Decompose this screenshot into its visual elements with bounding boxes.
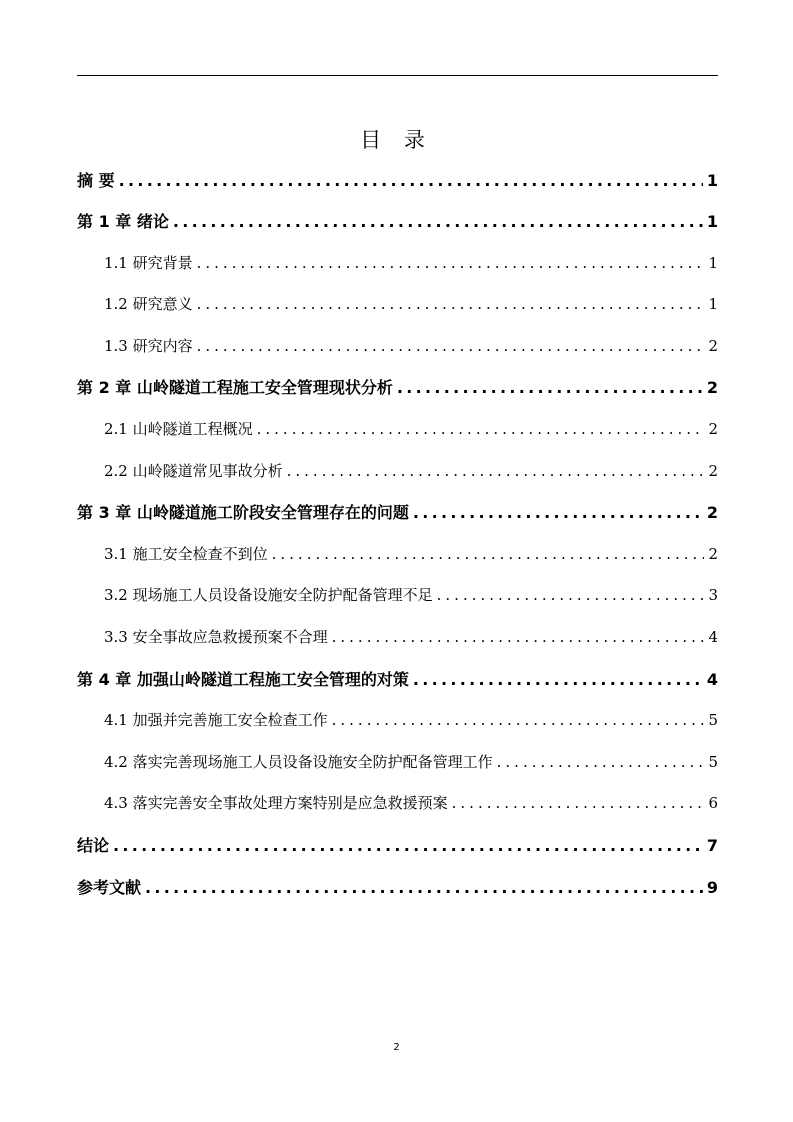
toc-entry-label: 第 1 章 绪论	[77, 212, 169, 231]
toc-entry-label: 摘 要	[77, 171, 115, 190]
toc-entry-page: 2	[708, 337, 718, 355]
toc-entry-page: 2	[708, 462, 718, 480]
toc-entry-chapter-4[interactable]	[77, 667, 718, 690]
toc-leader-dots	[257, 420, 705, 438]
toc-entry-page: 4	[706, 670, 718, 689]
toc-entry-2-1[interactable]	[104, 418, 718, 439]
toc-entry-chapter-3[interactable]	[77, 500, 718, 523]
toc-entry-page: 1	[706, 212, 718, 231]
toc-entry-abstract[interactable]	[77, 168, 718, 191]
toc-entry-3-1[interactable]	[104, 543, 718, 564]
toc-entry-page: 1	[708, 295, 718, 313]
toc-leader-dots	[119, 171, 703, 190]
toc-entry-page: 4	[708, 628, 718, 646]
toc-leader-dots	[287, 462, 705, 480]
toc-entry-label: 参考文献	[77, 878, 142, 897]
toc-entry-page: 5	[708, 753, 718, 771]
toc-leader-dots	[437, 586, 705, 604]
toc-entry-1-3[interactable]	[104, 335, 718, 356]
toc-entry-label: 1.2 研究意义	[104, 295, 193, 313]
toc-entry-page: 2	[706, 378, 718, 397]
toc-entry-label: 1.3 研究内容	[104, 337, 193, 355]
toc-entry-4-2[interactable]	[104, 751, 718, 772]
toc-entry-label: 3.1 施工安全检查不到位	[104, 545, 268, 563]
toc-entry-references[interactable]	[77, 875, 718, 898]
toc-leader-dots	[272, 545, 705, 563]
toc-entry-label: 1.1 研究背景	[104, 254, 193, 272]
toc-entry-3-2[interactable]	[104, 584, 718, 605]
toc-entry-page: 2	[708, 420, 718, 438]
toc-entry-label: 4.2 落实完善现场施工人员设备设施安全防护配备管理工作	[104, 753, 493, 771]
toc-entry-label: 2.2 山岭隧道常见事故分析	[104, 462, 283, 480]
toc-leader-dots	[173, 212, 703, 231]
toc-entry-1-2[interactable]	[104, 293, 718, 314]
toc-leader-dots	[452, 794, 705, 812]
toc-leader-dots	[332, 628, 705, 646]
toc-title: 目 录	[360, 128, 433, 152]
page-number: 2	[393, 1042, 400, 1053]
toc-entry-label: 4.1 加强并完善施工安全检查工作	[104, 711, 328, 729]
toc-leader-dots	[197, 254, 705, 272]
toc-entry-page: 1	[706, 171, 718, 190]
toc-entry-conclusion[interactable]	[77, 833, 718, 856]
toc-entry-label: 第 3 章 山岭隧道施工阶段安全管理存在的问题	[77, 503, 409, 522]
toc-entry-page: 6	[708, 794, 718, 812]
toc-entry-label: 3.3 安全事故应急救援预案不合理	[104, 628, 328, 646]
toc-entry-label: 第 4 章 加强山岭隧道工程施工安全管理的对策	[77, 670, 409, 689]
toc-entry-page: 7	[706, 836, 718, 855]
toc-entry-label: 第 2 章 山岭隧道工程施工安全管理现状分析	[77, 378, 393, 397]
toc-entry-label: 结论	[77, 836, 110, 855]
toc-leader-dots	[113, 836, 703, 855]
toc-entry-label: 4.3 落实完善安全事故处理方案特别是应急救援预案	[104, 794, 448, 812]
toc-entry-3-3[interactable]	[104, 626, 718, 647]
toc-entry-page: 3	[708, 586, 718, 604]
toc-entry-page: 2	[708, 545, 718, 563]
toc-entry-page: 9	[706, 878, 718, 897]
toc-entry-chapter-2[interactable]	[77, 375, 718, 398]
toc-leader-dots	[145, 878, 703, 897]
toc-entry-page: 5	[708, 711, 718, 729]
toc-leader-dots	[413, 503, 703, 522]
toc-entry-page: 1	[708, 254, 718, 272]
toc-leader-dots	[413, 670, 703, 689]
toc-entry-4-3[interactable]	[104, 792, 718, 813]
header-rule	[77, 75, 718, 76]
toc-leader-dots	[197, 295, 705, 313]
toc-entry-label: 2.1 山岭隧道工程概况	[104, 420, 253, 438]
toc-entry-page: 2	[706, 503, 718, 522]
toc-leader-dots	[332, 711, 705, 729]
toc-entry-4-1[interactable]	[104, 709, 718, 730]
toc-entry-label: 3.2 现场施工人员设备设施安全防护配备管理不足	[104, 586, 433, 604]
toc-entry-chapter-1[interactable]	[77, 209, 718, 232]
toc-leader-dots	[197, 337, 705, 355]
toc-leader-dots	[397, 378, 703, 397]
toc-leader-dots	[497, 753, 705, 771]
toc-entry-1-1[interactable]	[104, 252, 718, 273]
toc-entry-2-2[interactable]	[104, 460, 718, 481]
